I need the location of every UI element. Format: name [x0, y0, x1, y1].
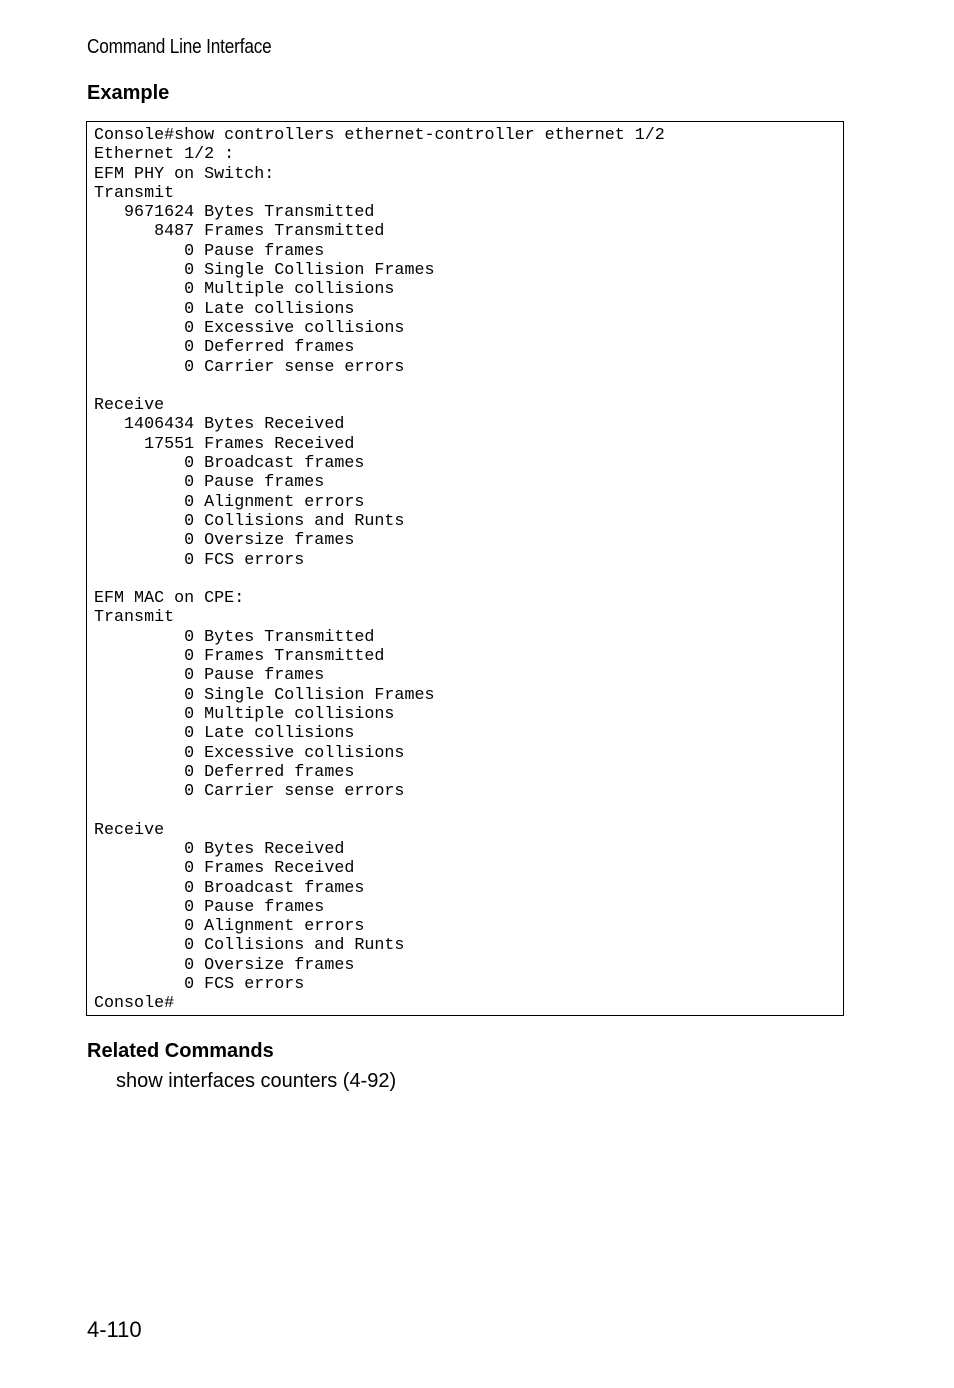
code-line [94, 377, 839, 396]
code-line: 0 Frames Transmitted [94, 647, 385, 667]
code-line: Transmit [94, 608, 175, 628]
code-line: 0 Broadcast frames [94, 878, 365, 898]
code-line: 0 Pause frames [94, 473, 325, 493]
code-line: 0 Multiple collisions [94, 704, 395, 724]
code-line: 0 Carrier sense errors [94, 782, 405, 802]
code-line: 0 Pause frames [94, 897, 325, 917]
code-line: 0 Multiple collisions [94, 280, 395, 300]
code-line: Transmit [94, 183, 175, 203]
code-line: 0 Bytes Transmitted [94, 627, 375, 647]
code-line: EFM PHY on Switch: [94, 164, 275, 184]
code-line: 0 Deferred frames [94, 762, 355, 782]
related-command-item: show interfaces counters (4-92) [116, 1070, 397, 1092]
code-line: 0 FCS errors [94, 550, 305, 570]
code-line: 0 Pause frames [94, 666, 325, 686]
code-line: 0 Excessive collisions [94, 318, 405, 338]
code-line: 0 Collisions and Runts [94, 936, 405, 956]
code-line: 0 Carrier sense errors [94, 357, 405, 377]
code-line: 8487 Frames Transmitted [94, 222, 385, 242]
code-line: 0 Bytes Received [94, 839, 345, 859]
code-line: 0 Deferred frames [94, 338, 355, 358]
code-line [94, 801, 839, 820]
code-line: 0 FCS errors [94, 975, 305, 995]
code-line: 9671624 Bytes Transmitted [94, 203, 375, 223]
code-line: 0 Oversize frames [94, 955, 355, 975]
related-commands-heading: Related Commands [87, 1040, 274, 1062]
code-example-box [86, 121, 844, 1016]
code-line: Console# [94, 994, 175, 1014]
code-line: Ethernet 1/2 : [94, 145, 235, 165]
code-line: 0 Late collisions [94, 724, 355, 744]
code-example-lines [94, 126, 839, 1014]
code-line: EFM MAC on CPE: [94, 589, 245, 609]
code-line: 0 Late collisions [94, 299, 355, 319]
code-line: 0 Single Collision Frames [94, 685, 435, 705]
example-heading: Example [87, 82, 170, 104]
code-line: 0 Alignment errors [94, 917, 365, 937]
code-line: Receive [94, 820, 165, 840]
code-line: 0 Pause frames [94, 241, 325, 261]
code-line: 0 Alignment errors [94, 492, 365, 512]
code-line: 0 Broadcast frames [94, 454, 365, 474]
code-line: Console#show controllers ethernet-controller ethernet 1/2 [94, 126, 665, 145]
code-line: 0 Excessive collisions [94, 743, 405, 763]
code-line: 0 Frames Received [94, 859, 355, 879]
code-line: 1406434 Bytes Received [94, 415, 345, 435]
code-line: Receive [94, 396, 165, 416]
page-number: 4-110 [87, 1317, 142, 1342]
code-line: 0 Single Collision Frames [94, 261, 435, 281]
code-line [94, 570, 839, 589]
code-line: 17551 Frames Received [94, 434, 355, 454]
code-line: 0 Oversize frames [94, 531, 355, 551]
related-commands-list [116, 1069, 396, 1093]
running-header: Command Line Interface [87, 36, 272, 58]
code-line: 0 Collisions and Runts [94, 511, 405, 531]
